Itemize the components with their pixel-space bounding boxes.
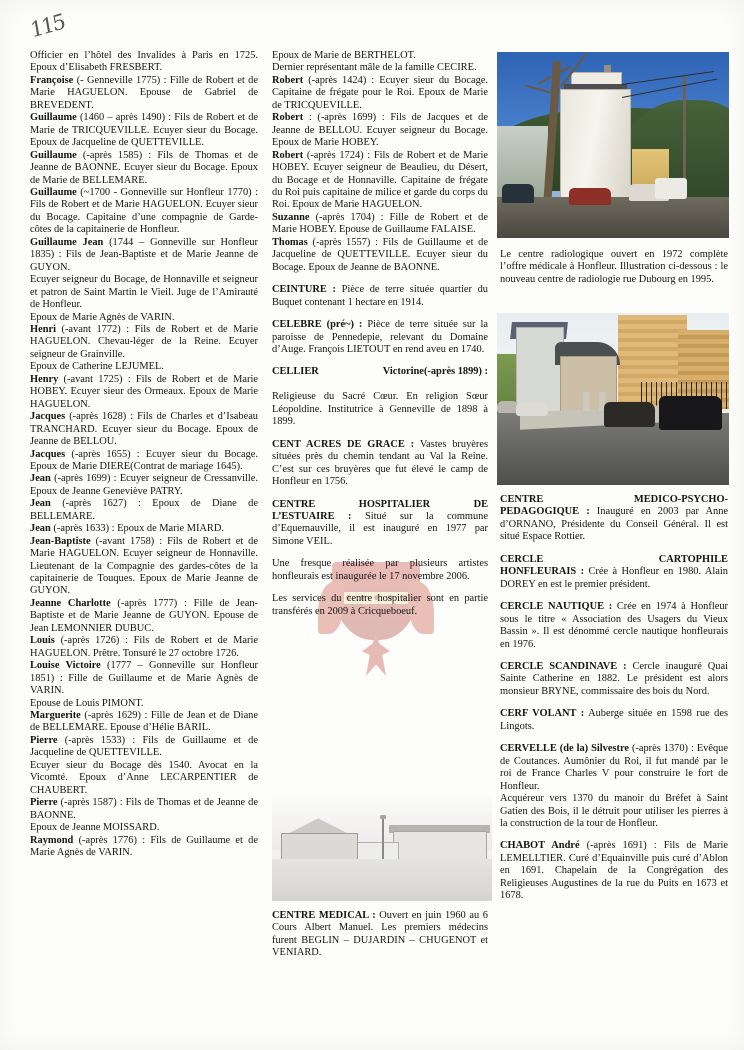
entry-name: Raymond <box>30 834 74 846</box>
article-text: Evêque de Coutances. Aumônier du Roi, il fut mandé par le roi de France Charles V pour construire le fort de Honfleur. <box>500 743 728 792</box>
entry-paragraph <box>272 62 488 74</box>
article-celebre <box>272 319 488 356</box>
entry-text: (-après 1699) : Ecuyer seigneur de Cressanville. Epoux de Jeanne Geneviève PATRY. <box>30 473 258 497</box>
entry-paragraph <box>30 835 258 860</box>
article-headword: CELEBRE (pré~) : <box>272 319 363 331</box>
entry-name: Jean <box>30 523 51 535</box>
entry-text: (-après 1726) : Fils de Robert et de Marie HAGUELON. Prêtre. Tonsuré le 27 octobre 1726. <box>30 635 258 659</box>
article-cent-acres-de-grace <box>272 439 488 489</box>
entry-paragraph <box>30 710 258 735</box>
entry-paragraph <box>30 635 258 660</box>
article-text: Cercle inauguré Quai Sainte Catherine en 1882. Le président est alors monsieur BRYNE, commissaire des bois du Nord. <box>500 660 728 697</box>
entry-name: Jeanne Charlotte <box>30 597 111 609</box>
entry-text: (-après 1557) : Fils de Guillaume et de Jacqueline de QUETTEVILLE. Ecuyer sieur du Bocage. Epoux de Jeanne de BAONNE. <box>272 236 488 273</box>
article-headword-part2: CARTOPHILE <box>658 553 728 565</box>
entry-text: (~1700 - Gonneville sur Honfleur 1770) : Fils de Robert et de Marie HAGUELON. Ecuyer sieur du Bocage. Capitaine d’une compagnie de Garde-côtes de la capitainerie de Honfleur. <box>30 186 258 236</box>
entry-text: (-après 1724) : Fils de Robert et de Marie HOBEY. Ecuyer seigneur de Beaulieu, du Désert, du Bocage et de Honnaville. Capitaine de frégate du Roi puis capitaine de milice et garde du corps du Roi. Epoux de Marie HAGUELON. <box>272 149 488 211</box>
paragraph-spacer <box>272 356 488 366</box>
article-headword-part2: MEDICO-PSYCHO- <box>633 494 728 505</box>
article-text: Les services du centre hospitalier sont en partie transférés en 2009 à Cricqueboeuf. <box>272 593 488 617</box>
entry-paragraph <box>30 598 258 635</box>
entry-paragraph <box>30 473 258 498</box>
photo3-lamp-head <box>373 815 393 819</box>
article-cervelle-continuation <box>500 793 728 830</box>
text-column-left <box>30 50 258 859</box>
entry-text: (1460 – après 1490) : Fils de Robert et de Marie de TRICQUEVILLE. Ecuyer sieur du Bocage. Epoux de Jacqueline de QUETTEVILLE. <box>30 112 258 149</box>
text-column-middle <box>272 50 488 618</box>
entry-paragraph <box>272 112 488 149</box>
entry-paragraph <box>30 312 258 324</box>
article-headword-part1: CENTRE <box>272 498 316 510</box>
article-cervelle-silvestre <box>500 743 728 793</box>
entry-name: Henry <box>30 373 59 385</box>
paragraph-spacer <box>272 429 488 439</box>
entry-name: Louise Victoire <box>30 660 101 672</box>
article-centre-medico-psycho-pedagogique <box>500 494 728 544</box>
photo-van <box>655 178 687 198</box>
article-cerf-volant <box>500 708 728 733</box>
entry-paragraph <box>272 212 488 237</box>
photo-white-building-street <box>497 52 729 238</box>
entry-paragraph <box>30 698 258 710</box>
photo2-car <box>604 402 655 426</box>
entry-name: Guillaume Jean <box>30 236 104 248</box>
paragraph-spacer <box>500 544 728 554</box>
entry-text: (-après 1424) : Ecuyer sieur du Bocage. Capitaine de frégate pour le Roi. Epoux de Marie de TRICQUEVILLE. <box>272 74 488 111</box>
paragraph-spacer <box>500 698 728 708</box>
entry-paragraph <box>30 660 258 697</box>
article-headword-dates: (-après 1899) : <box>423 366 488 378</box>
photo-radiology-centre-street <box>497 313 729 485</box>
entry-name: Jacques <box>30 411 66 423</box>
entry-paragraph <box>272 237 488 274</box>
article-text: Vastes bruyères situées près du chemin tendant au Val la Reine. C’est sur ces bruyères que fut élevé le camp de Honfleur en 1756. <box>272 438 488 488</box>
entry-paragraph <box>30 449 258 474</box>
entry-name: Marguerite <box>30 710 81 722</box>
article-text: Inauguré en 2003 par Anne d’ORNANO, Présidente du Conseil Général. Il est situé Espace Rottier. <box>500 506 729 543</box>
entry-paragraph <box>30 50 258 75</box>
entry-name: Robert <box>272 149 304 161</box>
article-cercle-nautique <box>500 601 728 651</box>
article-headword: CENT ACRES DE GRACE : <box>272 438 415 450</box>
photo2-car <box>516 402 548 416</box>
entry-paragraph <box>30 237 258 274</box>
article-text: Auberge située en 1598 rue des Lingots. <box>500 708 728 732</box>
article-text: Religieuse du Sacré Cœur. En religion Sœur Léopoldine. Institutrice à Genneville de 1898 à 1899. <box>272 391 488 428</box>
photo-caption: Le centre radiologique ouvert en 1972 complète l’offre médicale à Honfleur. Illustration ci-dessous : le nouveau centre de radiologie rue Dubourg en 1995. <box>500 249 728 285</box>
entry-name: Thomas <box>272 236 308 248</box>
entry-text: (1744 – Gonneville sur Honfleur 1835) : Fils de Jean-Baptiste et de Marie Jeanne de GUYON. <box>30 236 258 273</box>
entry-text: (-après 1629) : Fille de Jean et de Diane de BELLEMARE. Epouse d’Hélie BARIL. <box>30 710 258 734</box>
entry-text: : (-après 1699) : Fils de Jacques et de Jeanne de BELLOU. Ecuyer seigneur du Bocage. Epoux de Marie HOBEY. <box>272 112 488 149</box>
entry-name: Suzanne <box>272 211 310 223</box>
entry-paragraph <box>30 374 258 411</box>
paragraph-spacer <box>272 489 488 499</box>
entry-text: Ecuyer sieur du Bocage dès 1540. Avocat en la Vicomté. Epoux d’Anne LECARPENTIER de CHAUBERT. <box>30 759 258 796</box>
article-text: Pièce de terre située quartier du Buquet contenant 1 hectare en 1914. <box>272 284 488 308</box>
article-headword: CERCLE NAUTIQUE : <box>500 601 613 613</box>
paragraph-spacer <box>500 591 728 601</box>
article-text: Ouvert en juin 1960 au 6 Cours Albert Manuel. Les premiers médecins furent BEGLIN – DUJARDIN – CHUGENOT et VENIARD. <box>272 910 488 959</box>
entry-text: (-après 1533) : Fils de Guillaume et de Jacqueline de QUETTEVILLE. <box>30 734 258 759</box>
article-fresque-note <box>272 558 488 583</box>
entry-text: Epoux de Marie Agnès de VARIN. <box>30 311 175 323</box>
photo-car <box>502 184 534 203</box>
entry-name: Jean <box>30 498 51 510</box>
entry-name: Guillaume <box>30 112 77 124</box>
text-column-right <box>500 494 728 903</box>
entry-name: Jean <box>30 473 51 485</box>
entry-name: Pierre <box>30 734 58 746</box>
article-transfert-note <box>272 593 488 618</box>
entry-paragraph <box>30 324 258 361</box>
entry-paragraph <box>30 797 258 822</box>
entry-name: Jean-Baptiste <box>30 535 91 547</box>
photo-utility-pole <box>683 76 686 188</box>
article-text: Fils de Marie LEMELLTIER. Curé d’Equainville puis curé d’Ablon en 1691. Chapelain de la Congrégation des Religieuses Augustines de la rue du Puits en 1673 et 1678. <box>500 840 728 902</box>
photo-centre-medical-bw <box>272 795 492 901</box>
entry-name: Robert <box>272 74 304 86</box>
entry-name: Françoise <box>30 74 74 86</box>
article-cercle-cartophile-honfleurais <box>500 554 728 591</box>
entry-text: (-après 1776) : Fils de Guillaume et de Marie Agnès de VARIN. <box>30 834 258 858</box>
article-text: Situé sur la commune d’Equemauville, il est inauguré en 1977 par Simone VEIL. <box>272 510 488 547</box>
entry-paragraph <box>30 112 258 149</box>
article-headword-part3: HONFLEURAIS : <box>500 566 585 578</box>
article-text: Acquéreur vers 1370 du manoir du Bréfet à Saint Gatien des Bois, il le détruit pour utiliser les pierres à la construction de la tour de Honfleur. <box>500 793 728 829</box>
entry-text: (-après 1587) : Fils de Thomas et de Jeanne de BAONNE. <box>30 797 258 821</box>
entry-name: Pierre <box>30 797 58 809</box>
article-headword-part4: L’ESTUAIRE : <box>272 510 352 522</box>
entry-paragraph <box>30 536 258 598</box>
article-cellier-victorine <box>272 366 488 428</box>
entry-paragraph <box>30 735 258 760</box>
entry-text: (-avant 1758) : Fils de Robert et de Marie HAGUELON. Ecuyer seigneur de Honnaville. Lieutenant de la Compagnie des gardes-côtes de la capitainerie de Touques. Epoux de Marie Jeanne de GUYON. <box>30 535 258 597</box>
article-headword-dates: (-après 1370) : <box>631 743 694 755</box>
paragraph-spacer <box>272 548 488 558</box>
article-headword-part3: DE <box>473 498 488 510</box>
article-headword: CERF VOLANT : <box>500 708 585 720</box>
photo-road <box>497 197 729 238</box>
article-headword: CERCLE SCANDINAVE : <box>500 660 627 672</box>
entry-paragraph <box>272 50 488 62</box>
article-headword: CELLIER Victorine <box>272 366 424 378</box>
entry-text: Officier en l’hôtel des Invalides à Paris en 1725. Epoux d’Elisabeth FRESBERT. <box>30 50 258 74</box>
entry-paragraph <box>30 274 258 311</box>
watermark-fleur-de-lis <box>362 632 390 676</box>
article-centre-hospitalier <box>272 499 488 549</box>
paragraph-spacer <box>272 274 488 284</box>
article-headword-part3: PEDAGOGIQUE : <box>500 506 590 518</box>
entry-text: (-après 1704) : Fille de Robert et de Marie HOBEY. Epouse de Guillaume FALAISE. <box>272 211 488 236</box>
entry-name: Robert <box>272 112 304 124</box>
entry-text: (-après 1585) : Fils de Thomas et de Jeanne de BAONNE. Ecuyer sieur du Bocage. Epoux de Marie de BELLEMARE. <box>30 149 258 186</box>
photo3-caption-block <box>272 910 488 960</box>
photo3-forecourt <box>272 859 492 901</box>
page-number-handwritten: 115 <box>28 9 66 43</box>
entry-text: (-après 1633) : Epoux de Marie MIARD. <box>53 523 224 535</box>
entry-text: Epoux de Catherine LEJUMEL. <box>30 361 164 373</box>
entry-text: (-après 1627) : Epoux de Diane de BELLEMARE. <box>30 498 258 522</box>
article-text: Crée à Honfleur en 1980. Alain DOREY en est le premier président. <box>500 566 728 590</box>
entry-paragraph <box>30 361 258 373</box>
paragraph-spacer <box>272 309 488 319</box>
photo2-pedestrian <box>583 392 589 411</box>
entry-text: Dernier représentant mâle de la famille CECIRE. <box>272 62 477 74</box>
entry-name: Louis <box>30 635 55 647</box>
article-cercle-scandinave <box>500 661 728 698</box>
photo1-caption-block <box>500 249 728 286</box>
article-headword-part1: CENTRE <box>500 494 544 505</box>
paragraph-spacer <box>500 651 728 661</box>
article-centre-medical <box>272 910 488 960</box>
paragraph-spacer <box>272 583 488 593</box>
entry-text: Epouse de Louis PIMONT. <box>30 697 144 709</box>
entry-paragraph <box>30 822 258 834</box>
paragraph-spacer <box>500 830 728 840</box>
entry-name: Jacques <box>30 448 66 460</box>
entry-text: (-avant 1772) : Fils de Robert et de Marie HAGUELON. Chevau-léger de la Reine. Ecuyer seigneur de Grainville. <box>30 323 258 360</box>
article-headword-part2: HOSPITALIER <box>358 498 431 510</box>
photo-red-car <box>569 188 611 205</box>
entry-text: (-après 1777) : Fille de Jean-Baptiste et de Marie Jeanne de GUYON. Epouse de Jean LEMONNIER DUBUC. <box>30 597 258 634</box>
entry-paragraph <box>30 760 258 797</box>
photo2-car <box>659 396 722 430</box>
article-headword: CHABOT André <box>500 840 580 852</box>
entry-text: (- Genneville 1775) : Fille de Robert et de Marie HAGUELON. Epouse de Gabriel de BREVEDENT. <box>30 74 258 111</box>
entry-paragraph <box>30 187 258 237</box>
photo3-lamp-post <box>382 816 384 864</box>
entry-paragraph <box>272 75 488 112</box>
article-text: Crée en 1974 à Honfleur sous le titre « Association des Usagers du Vieux Bassin ». Il est dénommé cercle nautique honfleurais en 1976. <box>500 601 728 650</box>
entry-name: Guillaume <box>30 149 77 161</box>
entry-paragraph <box>272 150 488 212</box>
article-text: Une fresque réalisée par plusieurs artistes honfleurais est inaugurée le 17 novembre 2006. <box>272 558 488 582</box>
article-headword: CERVELLE (de la) Silvestre <box>500 743 629 755</box>
article-ceinture <box>272 284 488 309</box>
paragraph-spacer <box>500 733 728 743</box>
entry-text: Ecuyer seigneur du Bocage, de Honnaville et seigneur et patron de Saint Martin le Vieil. Juge de l’Amirauté de Honfleur. <box>30 274 258 311</box>
article-headword-dates: (-après 1691) : <box>586 840 657 852</box>
article-chabot-andre <box>500 840 728 902</box>
entry-text: (1777 – Gonneville sur Honfleur 1851) : Fille de Guillaume et de Marie Agnès de VARIN. <box>30 660 258 697</box>
article-headword: CENTRE MEDICAL : <box>272 910 376 921</box>
entry-text: Epoux de Marie de BERTHELOT. <box>272 50 416 61</box>
entry-text: (-après 1655) : Ecuyer sieur du Bocage. Epoux de Marie DIERE(Contrat de mariage 1645). <box>30 448 258 472</box>
entry-paragraph <box>30 411 258 448</box>
entry-name: Henri <box>30 323 56 335</box>
entry-text: (-avant 1725) : Fils de Robert et de Marie HOBEY. Ecuyer sieur des Ormeaux. Epoux de Marie HAGUELON. <box>30 373 258 410</box>
entry-name: Guillaume <box>30 186 77 198</box>
article-headword-part1: CERCLE <box>500 553 544 565</box>
entry-text: Epoux de Jeanne MOISSARD. <box>30 822 160 834</box>
entry-paragraph <box>30 150 258 187</box>
entry-paragraph <box>30 523 258 535</box>
photo3-building-right <box>393 831 487 862</box>
entry-text: (-après 1628) : Fils de Charles et d’Isabeau TRANCHARD. Ecuyer sieur du Bocage. Epoux de Jeanne de BELLOU. <box>30 411 258 448</box>
article-headword: CEINTURE : <box>272 284 336 296</box>
entry-paragraph <box>30 498 258 523</box>
article-text: Pièce de terre située sur la paroisse de Pennedepie, relevant du Domaine d’Auge. François LIETOUT en rend aveu en 1740. <box>272 319 488 355</box>
entry-paragraph <box>30 75 258 112</box>
